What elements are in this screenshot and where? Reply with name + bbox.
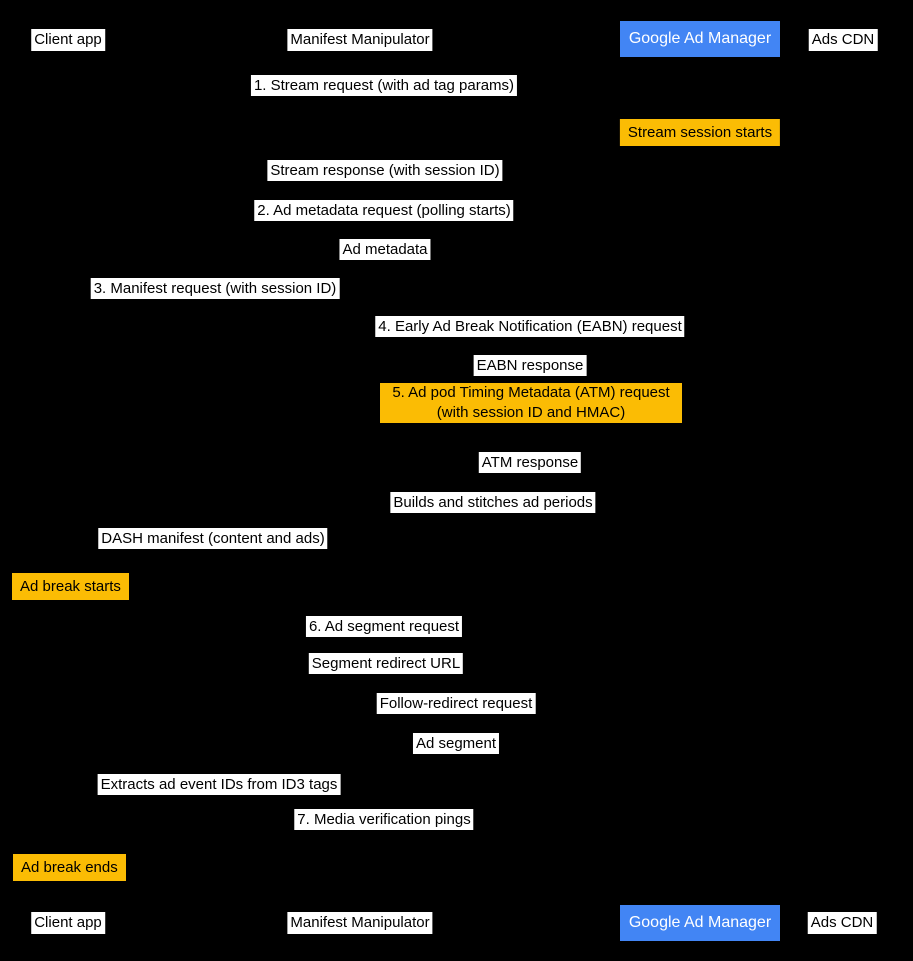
note-atm-request — [380, 383, 682, 423]
actor-ads-cdn-top: Ads CDN — [809, 29, 878, 51]
message-atm-response: ATM response — [479, 452, 581, 473]
message-follow-redirect-request: Follow-redirect request — [377, 693, 536, 714]
message-ad-metadata: Ad metadata — [339, 239, 430, 260]
note-ad-break-ends: Ad break ends — [13, 854, 126, 881]
message-segment-redirect-url: Segment redirect URL — [309, 653, 463, 674]
message-ad-metadata-request: 2. Ad metadata request (polling starts) — [254, 200, 513, 221]
note-atm-request-line1: 5. Ad pod Timing Metadata (ATM) request — [392, 384, 670, 401]
message-ad-segment: Ad segment — [413, 733, 499, 754]
message-builds-and-stitches: Builds and stitches ad periods — [390, 492, 595, 513]
actor-client-app-bottom: Client app — [31, 912, 105, 934]
message-eabn-request: 4. Early Ad Break Notification (EABN) request — [375, 316, 684, 337]
actor-manifest-manipulator-bottom: Manifest Manipulator — [287, 912, 432, 934]
message-stream-response: Stream response (with session ID) — [267, 160, 502, 181]
message-dash-manifest: DASH manifest (content and ads) — [98, 528, 327, 549]
message-extracts-id3-tags: Extracts ad event IDs from ID3 tags — [98, 774, 341, 795]
message-stream-request: 1. Stream request (with ad tag params) — [251, 75, 517, 96]
note-ad-break-starts: Ad break starts — [12, 573, 129, 600]
note-stream-session-starts: Stream session starts — [620, 119, 780, 146]
actor-manifest-manipulator-top: Manifest Manipulator — [287, 29, 432, 51]
message-eabn-response: EABN response — [474, 355, 587, 376]
actor-google-ad-manager-bottom: Google Ad Manager — [620, 905, 780, 941]
actor-google-ad-manager-top: Google Ad Manager — [620, 21, 780, 57]
actor-ads-cdn-bottom: Ads CDN — [808, 912, 877, 934]
note-atm-request-line2: (with session ID and HMAC) — [436, 404, 626, 421]
actor-client-app-top: Client app — [31, 29, 105, 51]
message-ad-segment-request: 6. Ad segment request — [306, 616, 462, 637]
message-manifest-request: 3. Manifest request (with session ID) — [91, 278, 340, 299]
message-media-verification-pings: 7. Media verification pings — [294, 809, 473, 830]
